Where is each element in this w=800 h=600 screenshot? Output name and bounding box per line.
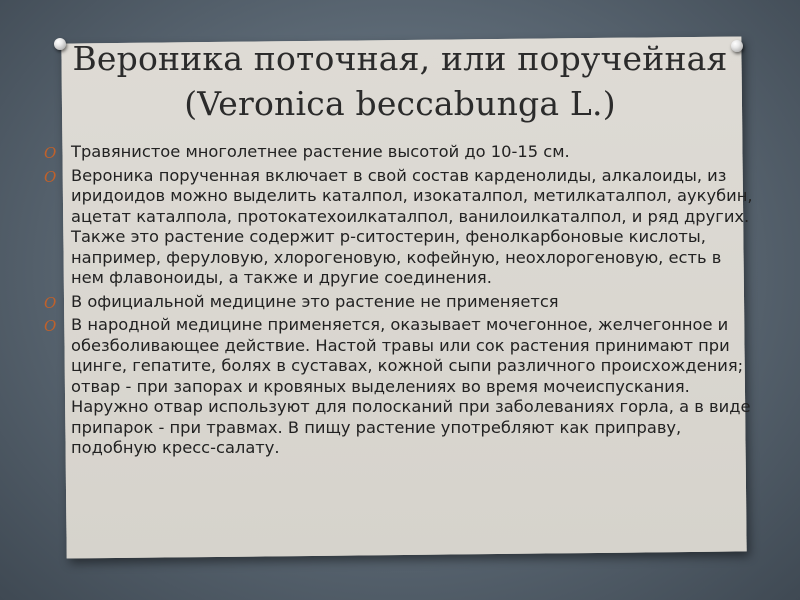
slide-title (40, 36, 760, 126)
bullet-icon: O (44, 293, 57, 312)
bullet-item (44, 292, 756, 313)
bullet-item (44, 166, 756, 289)
bullet-item (44, 315, 756, 459)
title-line-1: Вероника поточная, или поручейная (72, 39, 728, 78)
bullet-icon: O (44, 144, 57, 162)
bullet-icon: O (44, 167, 57, 186)
bullet-text: Травянистое многолетнее растение высотой до 10-15 см. (71, 142, 570, 161)
bullet-list (44, 142, 756, 462)
bullet-text: В народной медицине применяется, оказывает мочегонное, желчегонное и обезболивающее действие. Настой травы или сок растения принимают при цинге, гепатите, болях в суставах, кожной сыпи различного происхождения; отвар - при запорах и кровяных выделениях во время мочеиспускания. Наружно отвар используют для полосканий при заболеваниях горла, а в виде припарок - при травмах. В пищу растение употребляют как приправу, подобную кресс-салату. (71, 315, 751, 457)
title-line-2: (Veronica beccabunga L.) (184, 84, 616, 123)
bullet-text: В официальной медицине это растение не применяется (71, 291, 559, 311)
bullet-item (44, 142, 756, 163)
bullet-text: Вероника порученная включает в свой состав карденолиды, алкалоиды, из иридоидов можно выделить каталпол, изокаталпол, метилкаталпол, аукубин, ацетат каталпола, протокатехоилкаталпол, ванилоилкаталпол, и ряд других. Также это растение содержит p-ситостерин, фенолкарбоновые кислоты, например, феруловую, хлорогеновую, кофейную, неохлорогеновую, есть в нем флавоноиды, а также и другие соединения. (71, 165, 753, 287)
bullet-icon: O (44, 317, 57, 335)
